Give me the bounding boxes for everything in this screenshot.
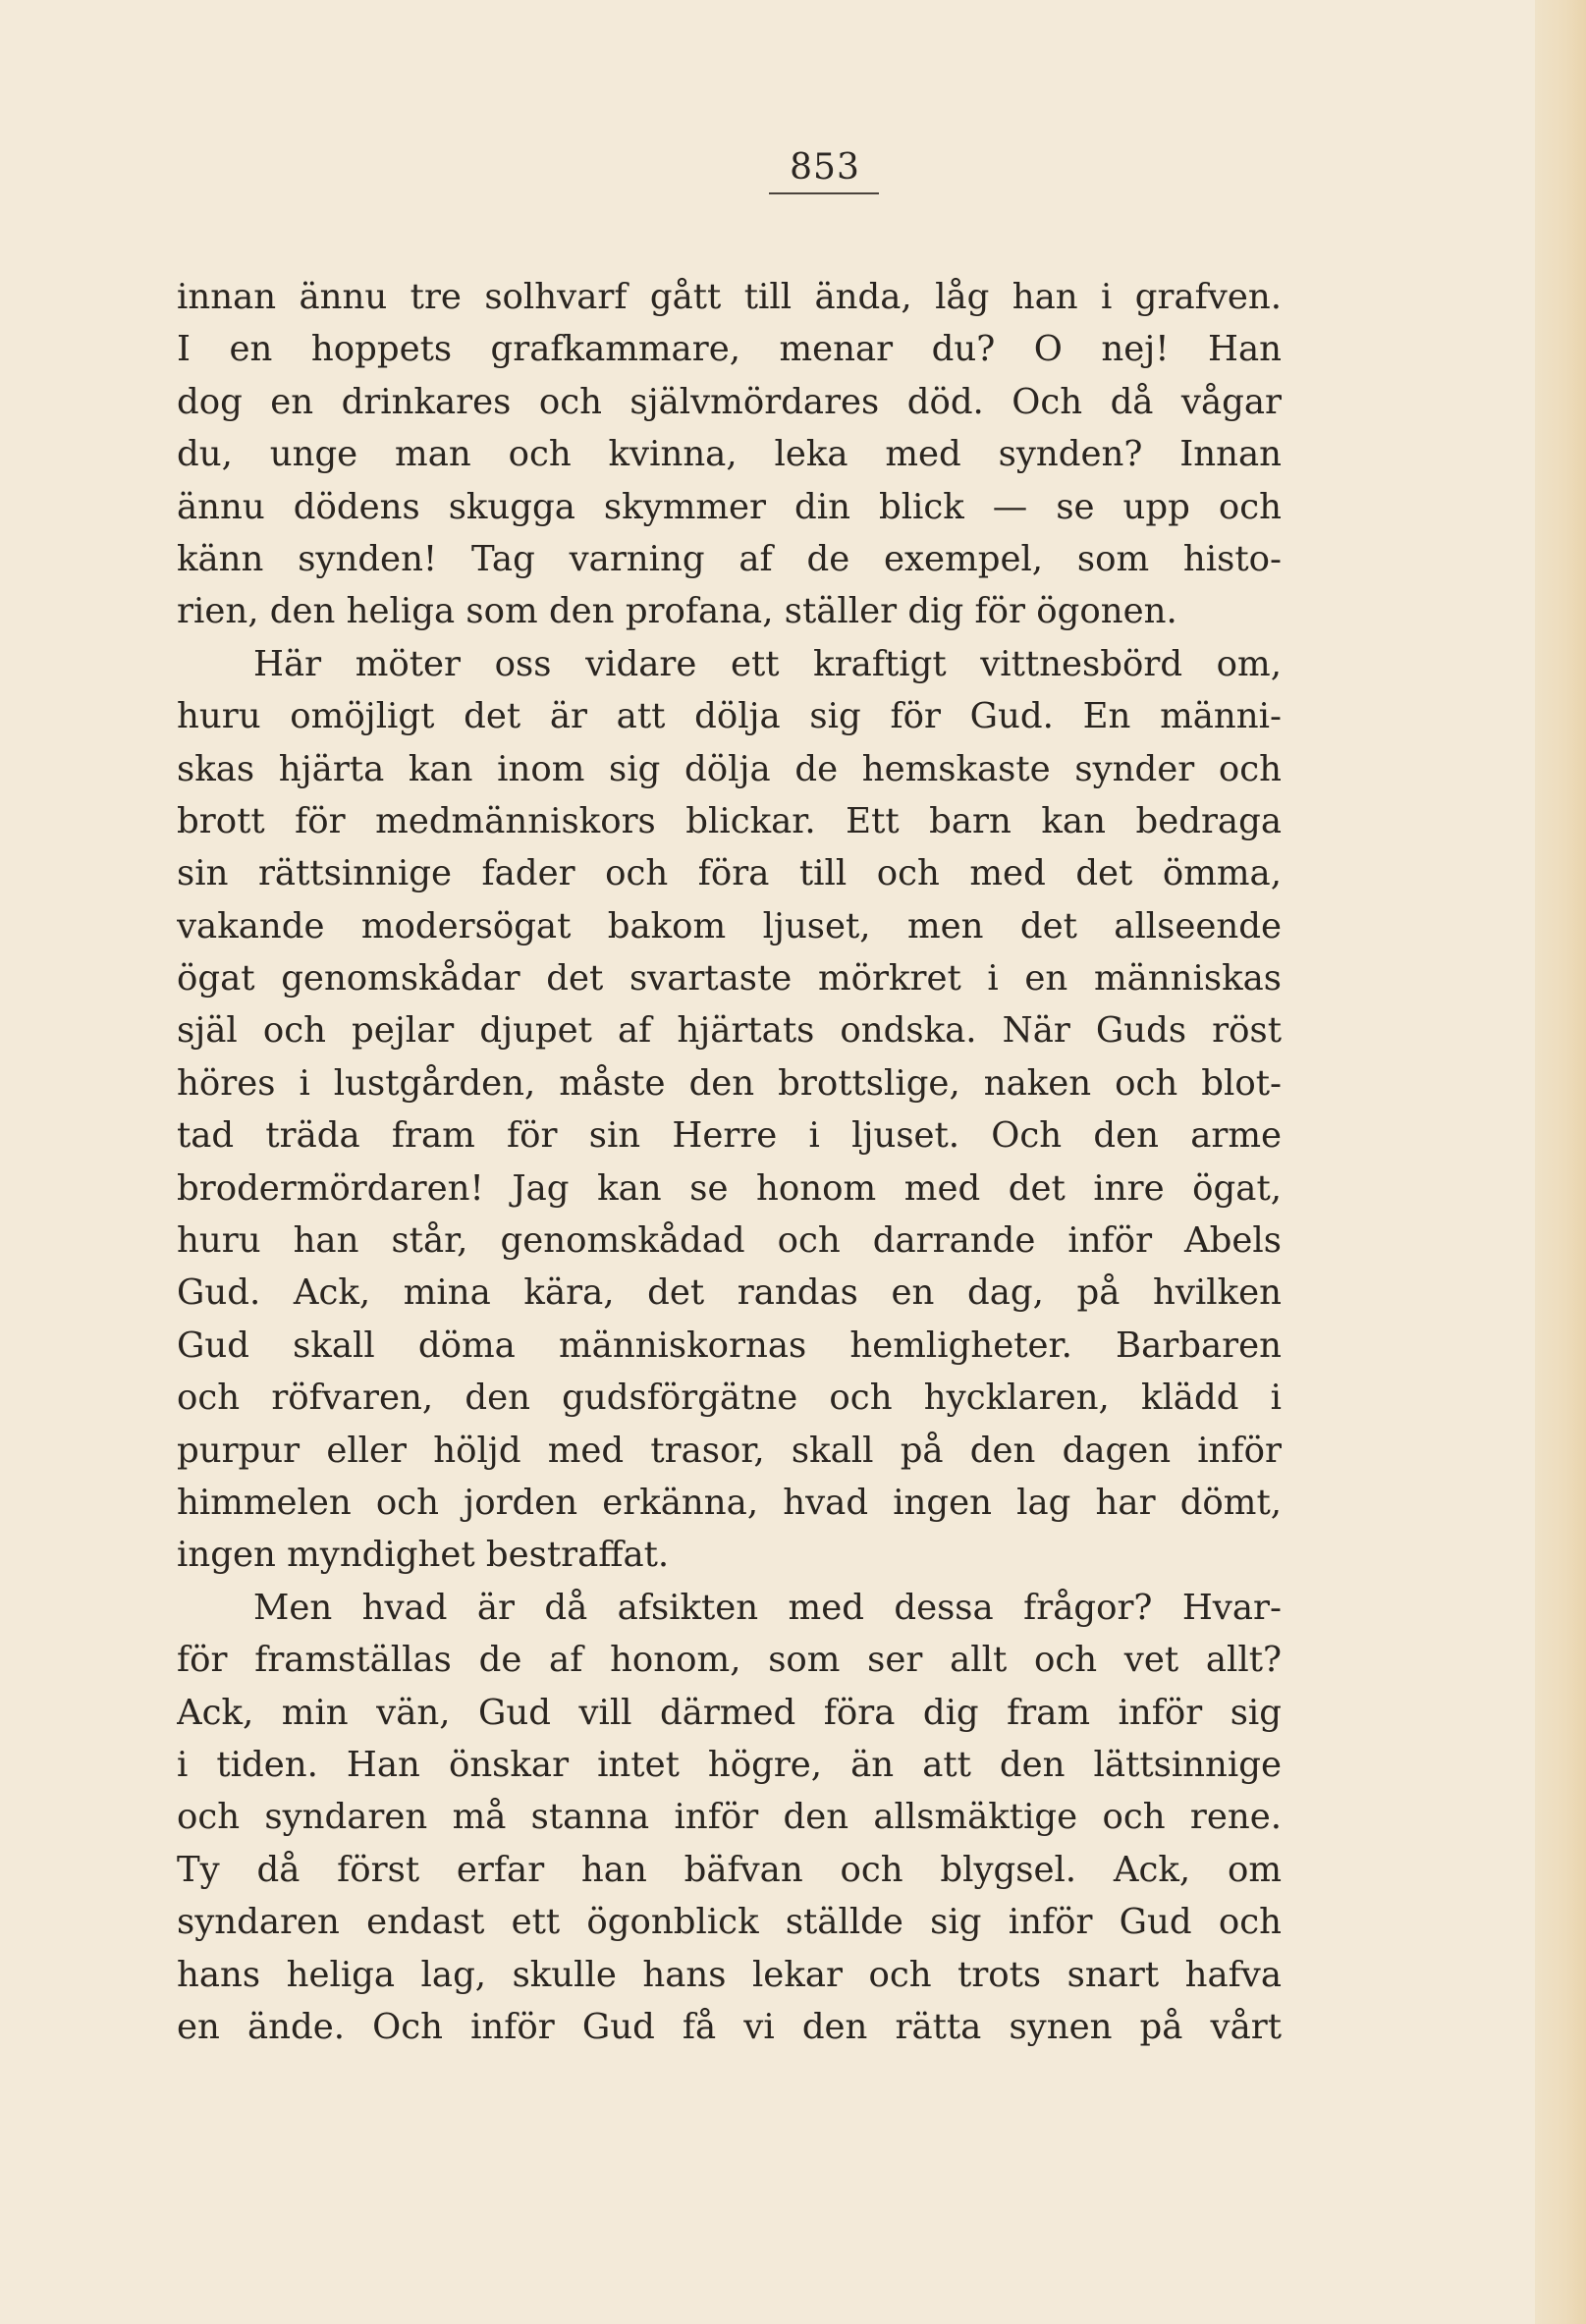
text-line: höres i lustgården, måste den brottslige, naken och blot-: [177, 1062, 1282, 1104]
text-line: själ och pejlar djupet af hjärtats ondska. När Guds röst: [177, 1010, 1282, 1052]
text-line: tad träda fram för sin Herre i ljuset. Och den arme: [177, 1115, 1282, 1157]
text-line: ögat genomskådar det svartaste mörkret i en människas: [177, 958, 1282, 1000]
text-line: brodermördaren! Jag kan se honom med det inre ögat,: [177, 1167, 1282, 1209]
text-line: dog en drinkares och självmördares död. Och då vågar: [177, 381, 1282, 422]
text-line: i tiden. Han önskar intet högre, än att den lättsinnige: [177, 1744, 1282, 1785]
text-line: purpur eller höljd med trasor, skall på den dagen inför: [177, 1430, 1282, 1471]
text-line: Ty då först erfar han bäfvan och blygsel. Ack, om: [177, 1849, 1282, 1890]
text-line: Ack, min vän, Gud vill därmed föra dig fram inför sig: [177, 1692, 1282, 1733]
text-line: hans heliga lag, skulle hans lekar och trots snart hafva: [177, 1954, 1282, 1995]
text-line: känn synden! Tag varning af de exempel, som histo-: [177, 538, 1282, 579]
text-line: syndaren endast ett ögonblick ställde sig inför Gud och: [177, 1902, 1282, 1943]
text-line: skas hjärta kan inom sig dölja de hemskaste synder och: [177, 748, 1282, 789]
text-line: Här möter oss vidare ett kraftigt vittnesbörd om,: [253, 643, 1282, 684]
text-line: du, unge man och kvinna, leka med synden? Innan: [177, 434, 1282, 475]
text-line: huru omöjligt det är att dölja sig för Gud. En männi-: [177, 696, 1282, 737]
text-line: ännu dödens skugga skymmer din blick — se upp och: [177, 486, 1282, 527]
text-line: för framställas de af honom, som ser allt och vet allt?: [177, 1640, 1282, 1681]
text-line: ingen myndighet bestraffat.: [177, 1535, 670, 1576]
text-line: rien, den heliga som den profana, ställer dig för ögonen.: [177, 591, 1177, 632]
text-line: brott för medmänniskors blickar. Ett barn kan bedraga: [177, 800, 1282, 841]
text-line: sin rättsinnige fader och föra till och med det ömma,: [177, 853, 1282, 894]
body-text: [177, 271, 1282, 2053]
text-line: och syndaren må stanna inför den allsmäktige och rene.: [177, 1797, 1282, 1838]
text-line: en ände. Och inför Gud få vi den rätta synen på vårt: [177, 2006, 1282, 2047]
page-number-rule: [769, 192, 879, 194]
page-edge: [1535, 0, 1586, 2324]
page-number: 853: [790, 147, 860, 188]
text-line: himmelen och jorden erkänna, hvad ingen lag har dömt,: [177, 1482, 1282, 1523]
text-line: vakande modersögat bakom ljuset, men det allseende: [177, 905, 1282, 946]
text-line: innan ännu tre solhvarf gått till ända, låg han i grafven.: [177, 277, 1282, 317]
text-line: Men hvad är då afsikten med dessa frågor? Hvar-: [253, 1587, 1282, 1628]
text-line: Gud. Ack, mina kära, det randas en dag, på hvilken: [177, 1272, 1282, 1314]
text-line: och röfvaren, den gudsförgätne och hycklaren, klädd i: [177, 1378, 1282, 1419]
text-line: Gud skall döma människornas hemligheter. Barbaren: [177, 1324, 1282, 1366]
text-line: huru han står, genomskådad och darrande inför Abels: [177, 1220, 1282, 1262]
text-line: I en hoppets grafkammare, menar du? O nej! Han: [177, 329, 1282, 370]
